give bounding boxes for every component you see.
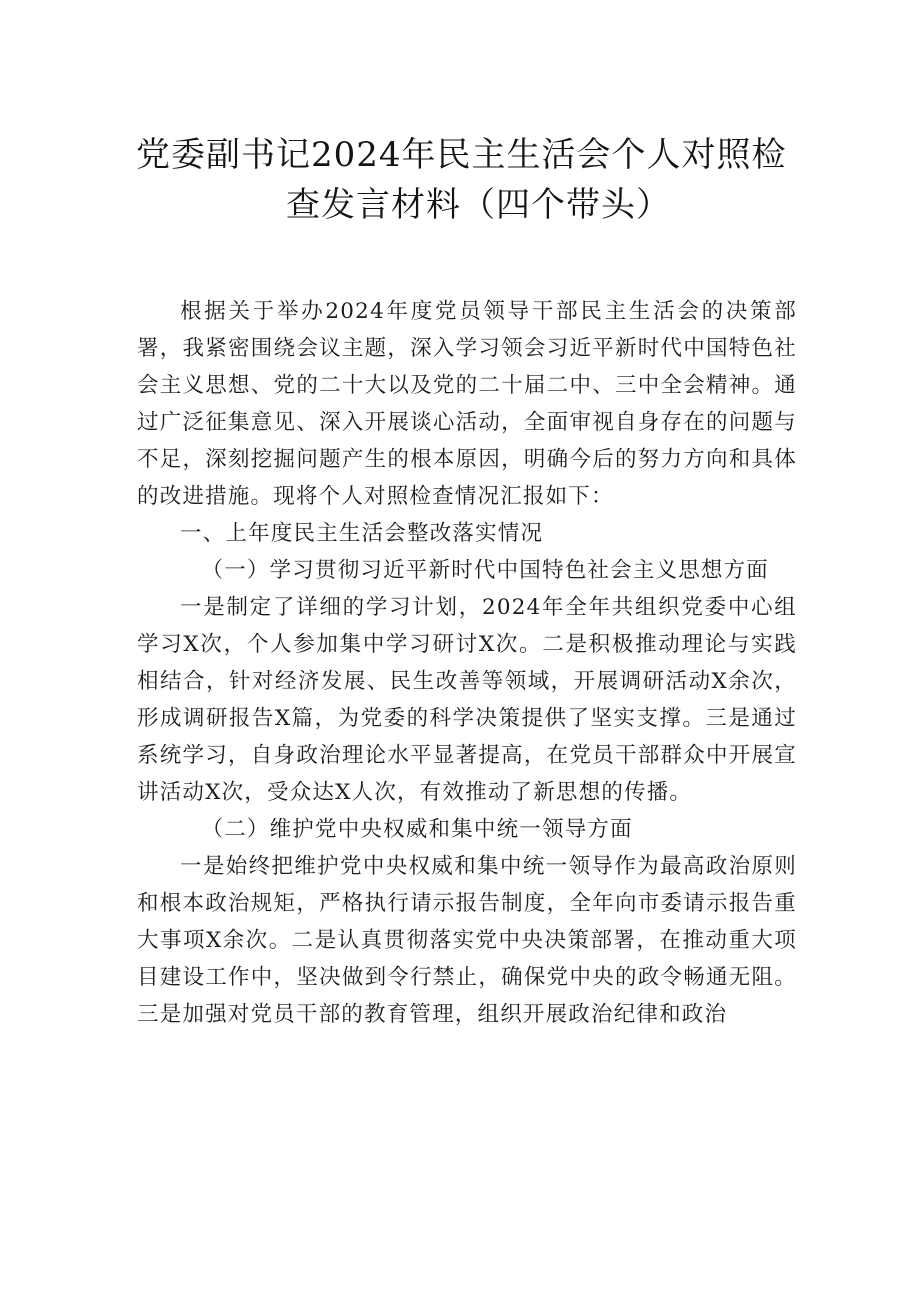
section1-heading: 一、上年度民主生活会整改落实情况 xyxy=(180,521,544,546)
intro-paragraph: 根据关于举办2024年度党员领导干部民主生活会的决策部署，我紧密围绕会议主题，深入学习领会习近平新时代中国特色社会主义思想、党的二十大以及党的二十届二中、三中全会精神。通过广泛征集意见、深入开展谈心活动，全面审视自身存在的问题与不足，深刻挖掘问题产生的根本原因，明确今后的努力方向和具体的改进措施。现将个人对照检查情况汇报如下： xyxy=(137,299,797,509)
subsection1-paragraph: 一是制定了详细的学习计划，2024年全年共组织党委中心组学习X次，个人参加集中学习研讨X次。二是积极推动理论与实践相结合，针对经济发展、民生改善等领域，开展调研活动X余次，形成调研报告X篇，为党委的科学决策提供了坚实支撑。三是通过系统学习，自身政治理论水平显著提高，在党员干部群众中开展宣讲活动X次，受众达X人次，有效推动了新思想的传播。 xyxy=(137,595,797,805)
document-title-line1: 党委副书记2024年民主生活会个人对照检 xyxy=(136,135,787,175)
document-body xyxy=(137,293,797,1033)
document-title-line2: 查发言材料（四个带头） xyxy=(286,185,671,225)
subsection1-heading: （一）学习贯彻习近平新时代中国特色社会主义思想方面 xyxy=(201,558,770,583)
subsection2-heading: （二）维护党中央权威和集中统一领导方面 xyxy=(201,817,633,842)
subsection2-paragraph: 一是始终把维护党中央权威和集中统一领导作为最高政治原则和根本政治规矩，严格执行请示报告制度，全年向市委请示报告重大事项X余次。二是认真贯彻落实党中央决策部署，在推动重大项目建设工作中，坚决做到令行禁止，确保党中央的政令畅通无阻。三是加强对党员干部的教育管理，组织开展政治纪律和政治 xyxy=(137,854,797,1027)
